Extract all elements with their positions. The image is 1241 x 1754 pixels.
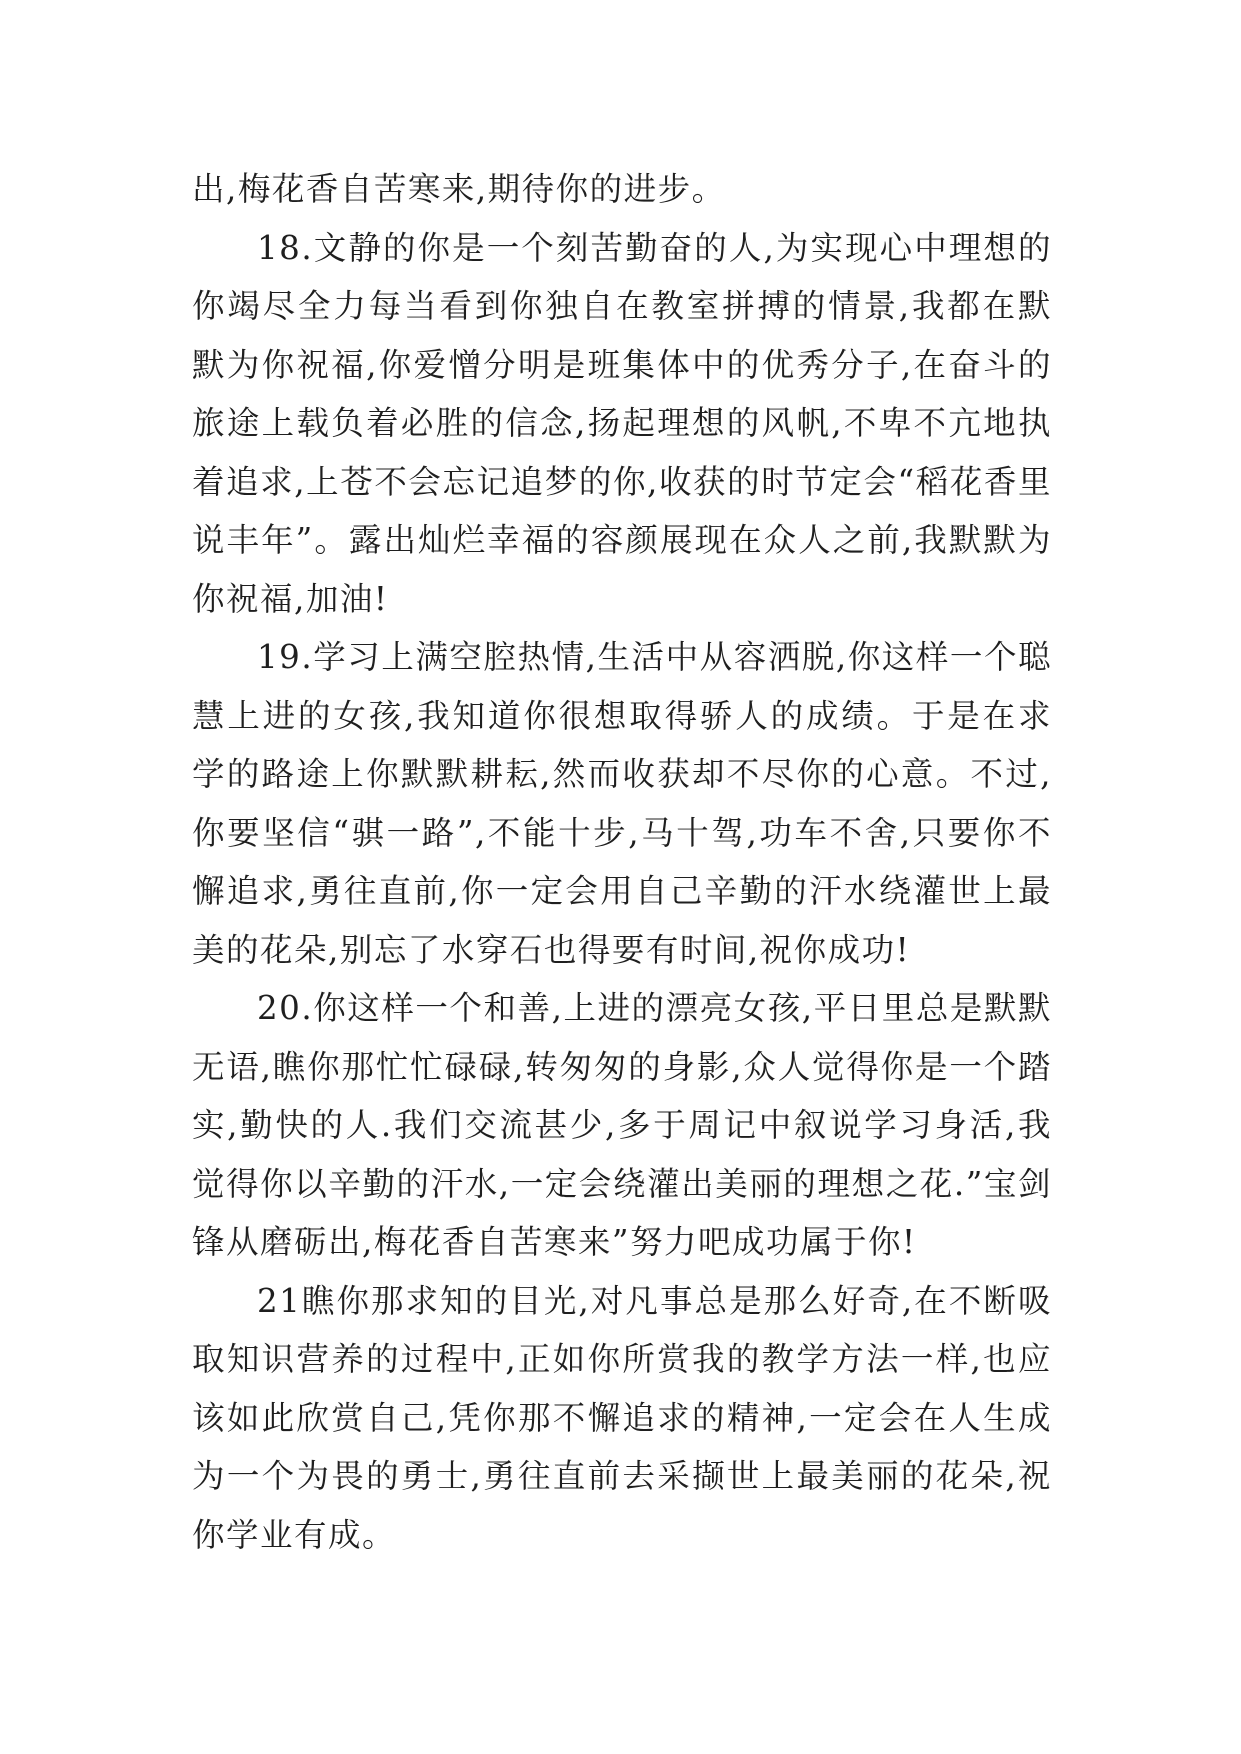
paragraph-comment-19: 19.学习上满空腔热情,生活中从容洒脱,你这样一个聪慧上进的女孩,我知道你很想取得骄人的成绩。于是在求学的路途上你默默耕耘,然而收获却不尽你的心意。不过,你要坚信“骐一路”,不能十步,马十驾,功车不舍,只要你不懈追求,勇往直前,你一定会用自己辛勤的汗水绕灌世上最美的花朵,别忘了水穿石也得要有时间,祝你成功!	[192, 638, 1052, 969]
document-body	[192, 160, 1052, 1564]
paragraph-comment-21: 21瞧你那求知的目光,对凡事总是那么好奇,在不断吸取知识营养的过程中,正如你所赏我的教学方法一样,也应该如此欣赏自己,凭你那不懈追求的精神,一定会在人生成为一个为畏的勇士,勇往直前去采撷世上最美丽的花朵,祝你学业有成。	[192, 1281, 1052, 1554]
paragraph-continuation: 出,梅花香自苦寒来,期待你的进步。	[192, 170, 726, 208]
paragraph-comment-20: 20.你这样一个和善,上进的漂亮女孩,平日里总是默默无语,瞧你那忙忙碌碌,转匆匆的身影,众人觉得你是一个踏实,勤快的人.我们交流甚少,多于周记中叙说学习身活,我觉得你以辛勤的汗水,一定会绕灌出美丽的理想之花.”宝剑锋从磨砺出,梅花香自苦寒来”努力吧成功属于你!	[192, 989, 1052, 1261]
paragraph-comment-18: 18.文静的你是一个刻苦勤奋的人,为实现心中理想的你竭尽全力每当看到你独自在教室拼搏的情景,我都在默默为你祝福,你爱憎分明是班集体中的优秀分子,在奋斗的旅途上载负着必胜的信念,扬起理想的风帆,不卑不亢地执着追求,上苍不会忘记追梦的你,收获的时节定会“稻花香里说丰年”。露出灿烂幸福的容颜展现在众人之前,我默默为你祝福,加油!	[192, 228, 1052, 618]
